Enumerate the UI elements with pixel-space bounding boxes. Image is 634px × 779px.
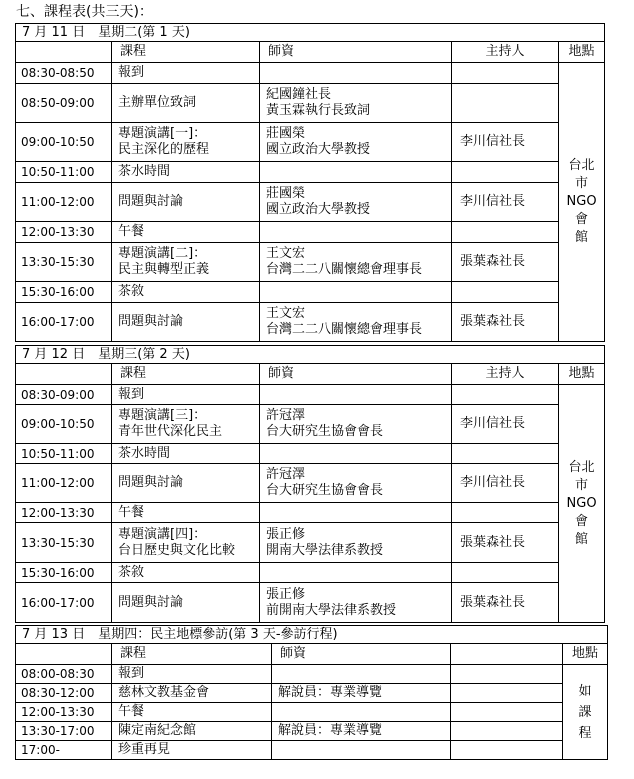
host-cell (451, 722, 563, 741)
speaker-line: 張正修 (266, 586, 306, 602)
speaker-line: 台大研究生協會會長 (266, 483, 384, 498)
venue-line: 台北市 (568, 459, 595, 493)
time-cell: 13:30-15:30 (16, 243, 112, 282)
topic-line: 專題演講[一]： (118, 126, 207, 141)
speaker-cell (260, 162, 452, 183)
schedule-row (16, 444, 605, 464)
speaker-cell (272, 684, 451, 703)
venue-line: 台北市 (568, 158, 595, 191)
schedule-row (16, 684, 608, 703)
topic-cell (112, 444, 260, 464)
time-cell: 13:30-15:30 (16, 523, 112, 563)
column-header-row (16, 42, 605, 63)
venue-line: 課 (578, 704, 592, 720)
speaker-line: 國立政治大學教授 (266, 142, 371, 157)
speaker-line: 莊國榮 (266, 126, 306, 141)
column-header-row (16, 364, 605, 385)
time-cell: 15:30-16:00 (16, 282, 112, 303)
time-cell: 11:00-12:00 (16, 183, 112, 222)
speaker-cell (260, 282, 452, 303)
topic-line: 茶敘 (118, 564, 145, 580)
topic-cell (112, 183, 260, 222)
schedule-row (16, 503, 605, 523)
speaker-cell (260, 563, 452, 583)
topic-line: 午餐 (118, 224, 145, 239)
host-cell (451, 684, 563, 703)
time-header-cell (16, 644, 112, 665)
venue-header: 地點 (559, 364, 605, 385)
host-cell (452, 162, 559, 183)
day1-schedule-table (15, 23, 605, 342)
time-cell: 08:30-12:00 (16, 684, 112, 703)
speaker-line: 黃玉霖執行長致詞 (266, 103, 371, 118)
schedule-row (16, 282, 605, 303)
time-cell: 17:00- (16, 741, 112, 760)
speaker-header: 師資 (260, 364, 452, 385)
time-cell: 12:00-13:30 (16, 703, 112, 722)
host-cell (451, 703, 563, 722)
time-header-cell (16, 364, 112, 385)
speaker-header: 師資 (272, 644, 451, 665)
speaker-cell (260, 63, 452, 84)
topic-line: 民主與轉型正義 (118, 262, 210, 277)
topic-line: 主辦單位致詞 (118, 95, 197, 110)
venue-line: NGO 會 (566, 194, 597, 227)
topic-line: 茶敘 (118, 284, 145, 299)
time-cell: 08:30-09:00 (16, 385, 112, 405)
time-cell: 11:00-12:00 (16, 464, 112, 503)
venue-cell (559, 385, 605, 623)
schedule-row (16, 385, 605, 405)
venue-header: 地點 (559, 42, 605, 63)
host-cell: 李川信社長 (452, 123, 559, 162)
topic-cell (112, 703, 272, 722)
speaker-line: 王文宏 (266, 246, 306, 261)
schedule-row (16, 464, 605, 503)
speaker-cell (260, 444, 452, 464)
time-cell: 08:30-08:50 (16, 63, 112, 84)
host-cell (452, 444, 559, 464)
speaker-cell (260, 222, 452, 243)
topic-line: 午餐 (118, 704, 145, 719)
topic-line: 問題與討論 (118, 594, 184, 610)
schedule-row (16, 123, 605, 162)
host-cell (452, 222, 559, 243)
day-title-row (16, 626, 608, 644)
venue-header: 地點 (563, 644, 608, 665)
section-title: 七、課程表(共三天)： (16, 4, 153, 20)
topic-cell (112, 503, 260, 523)
time-cell: 12:00-13:30 (16, 503, 112, 523)
day-title-row (16, 24, 605, 42)
speaker-cell (260, 405, 452, 444)
topic-line: 台日歷史與文化比較 (118, 542, 236, 558)
speaker-line: 開南大學法律系教授 (266, 542, 384, 558)
schedule-row (16, 523, 605, 563)
topic-line: 茶水時間 (118, 445, 171, 461)
topic-line: 茶水時間 (118, 164, 171, 179)
host-cell: 李川信社長 (452, 464, 559, 503)
time-cell: 10:50-11:00 (16, 444, 112, 464)
speaker-header: 師資 (260, 42, 452, 63)
venue-line: 程 (578, 725, 592, 741)
speaker-cell (260, 303, 452, 342)
host-cell: 張葉森社長 (452, 583, 559, 623)
topic-line: 專題演講[二]： (118, 246, 207, 261)
topic-line: 陳定南紀念館 (118, 723, 197, 738)
schedule-row (16, 303, 605, 342)
speaker-line: 張正修 (266, 526, 306, 542)
host-cell (452, 63, 559, 84)
schedule-row (16, 63, 605, 84)
time-header-cell (16, 42, 112, 63)
speaker-line: 台大研究生協會會長 (266, 424, 384, 439)
host-cell (452, 503, 559, 523)
time-cell: 08:00-08:30 (16, 665, 112, 684)
speaker-cell (260, 183, 452, 222)
topic-cell (112, 523, 260, 563)
topic-line: 報到 (118, 666, 145, 681)
host-header (451, 644, 563, 665)
speaker-line: 莊國榮 (266, 186, 306, 201)
venue-cell (563, 665, 608, 760)
topic-line: 問題與討論 (118, 314, 184, 329)
topic-line: 問題與討論 (118, 194, 184, 209)
host-header: 主持人 (452, 42, 559, 63)
time-cell: 09:00-10:50 (16, 123, 112, 162)
host-cell (452, 385, 559, 405)
day-title-row (16, 346, 605, 364)
time-cell: 13:30-17:00 (16, 722, 112, 741)
host-cell: 張葉森社長 (452, 303, 559, 342)
schedule-row (16, 583, 605, 623)
course-header: 課程 (112, 42, 260, 63)
topic-line: 民主深化的歷程 (118, 142, 210, 157)
speaker-cell (272, 703, 451, 722)
speaker-cell (272, 741, 451, 760)
time-cell: 16:00-17:00 (16, 583, 112, 623)
topic-cell (112, 123, 260, 162)
host-cell (452, 282, 559, 303)
schedule-row (16, 183, 605, 222)
speaker-cell (272, 722, 451, 741)
schedule-row (16, 741, 608, 760)
schedule-row (16, 162, 605, 183)
host-cell: 李川信社長 (452, 405, 559, 444)
topic-line: 青年世代深化民主 (118, 424, 223, 439)
time-cell: 16:00-17:00 (16, 303, 112, 342)
speaker-line: 紀國鐘社長 (266, 87, 332, 102)
schedule-row (16, 563, 605, 583)
day2-schedule-table (15, 345, 605, 623)
topic-cell (112, 63, 260, 84)
time-cell: 12:00-13:30 (16, 222, 112, 243)
host-cell (452, 84, 559, 123)
topic-cell (112, 303, 260, 342)
day-title: 7 月 12 日 星期三(第 2 天) (16, 346, 605, 364)
speaker-cell (260, 464, 452, 503)
topic-cell (112, 385, 260, 405)
schedule-row (16, 405, 605, 444)
time-cell: 09:00-10:50 (16, 405, 112, 444)
speaker-line: 許冠澤 (266, 467, 306, 482)
topic-line: 報到 (118, 386, 145, 402)
schedule-row (16, 222, 605, 243)
topic-line: 午餐 (118, 504, 145, 520)
schedule-row (16, 665, 608, 684)
day-title: 7 月 13 日 星期四：民主地標參訪(第 3 天-參訪行程) (16, 626, 608, 644)
host-header: 主持人 (452, 364, 559, 385)
topic-cell (112, 464, 260, 503)
host-cell (451, 741, 563, 760)
speaker-cell (260, 583, 452, 623)
topic-cell (112, 684, 272, 703)
topic-cell (112, 583, 260, 623)
host-cell: 李川信社長 (452, 183, 559, 222)
topic-line: 報到 (118, 65, 145, 80)
topic-cell (112, 84, 260, 123)
speaker-cell (260, 503, 452, 523)
topic-cell (112, 243, 260, 282)
topic-cell (112, 405, 260, 444)
speaker-line: 解說員：專業導覽 (278, 685, 383, 700)
column-header-row (16, 644, 608, 665)
time-cell: 08:50-09:00 (16, 84, 112, 123)
speaker-line: 台灣二二八關懷總會理事長 (266, 322, 423, 337)
host-cell: 張葉森社長 (452, 523, 559, 563)
speaker-line: 解說員：專業導覽 (278, 723, 383, 738)
topic-line: 專題演講[三]： (118, 408, 207, 423)
topic-line: 珍重再見 (118, 742, 171, 757)
speaker-cell (260, 243, 452, 282)
topic-cell (112, 722, 272, 741)
time-cell: 10:50-11:00 (16, 162, 112, 183)
topic-cell (112, 665, 272, 684)
speaker-line: 前開南大學法律系教授 (266, 602, 397, 618)
speaker-cell (260, 84, 452, 123)
schedule-row (16, 703, 608, 722)
schedule-row (16, 722, 608, 741)
speaker-cell (272, 665, 451, 684)
venue-line: 如 (578, 683, 592, 699)
course-header: 課程 (112, 364, 260, 385)
topic-cell (112, 741, 272, 760)
topic-line: 專題演講[四]： (118, 526, 207, 542)
host-cell (452, 563, 559, 583)
topic-cell (112, 222, 260, 243)
venue-line: 館 (575, 230, 589, 245)
topic-line: 慈林文教基金會 (118, 685, 210, 700)
speaker-line: 國立政治大學教授 (266, 202, 371, 217)
host-cell (451, 665, 563, 684)
schedule-row (16, 243, 605, 282)
topic-cell (112, 563, 260, 583)
schedule-row (16, 84, 605, 123)
speaker-cell (260, 123, 452, 162)
speaker-line: 許冠澤 (266, 408, 306, 423)
day3-schedule-table (15, 625, 608, 760)
host-cell: 張葉森社長 (452, 243, 559, 282)
speaker-cell (260, 385, 452, 405)
topic-line: 問題與討論 (118, 475, 184, 490)
venue-line: NGO 會 (566, 495, 597, 529)
course-header: 課程 (112, 644, 272, 665)
venue-cell (559, 63, 605, 342)
speaker-line: 王文宏 (266, 306, 306, 321)
day-title: 7 月 11 日 星期二(第 1 天) (16, 24, 605, 42)
speaker-line: 台灣二二八關懷總會理事長 (266, 262, 423, 277)
time-cell: 15:30-16:00 (16, 563, 112, 583)
topic-cell (112, 282, 260, 303)
venue-line: 館 (575, 531, 589, 547)
topic-cell (112, 162, 260, 183)
speaker-cell (260, 523, 452, 563)
